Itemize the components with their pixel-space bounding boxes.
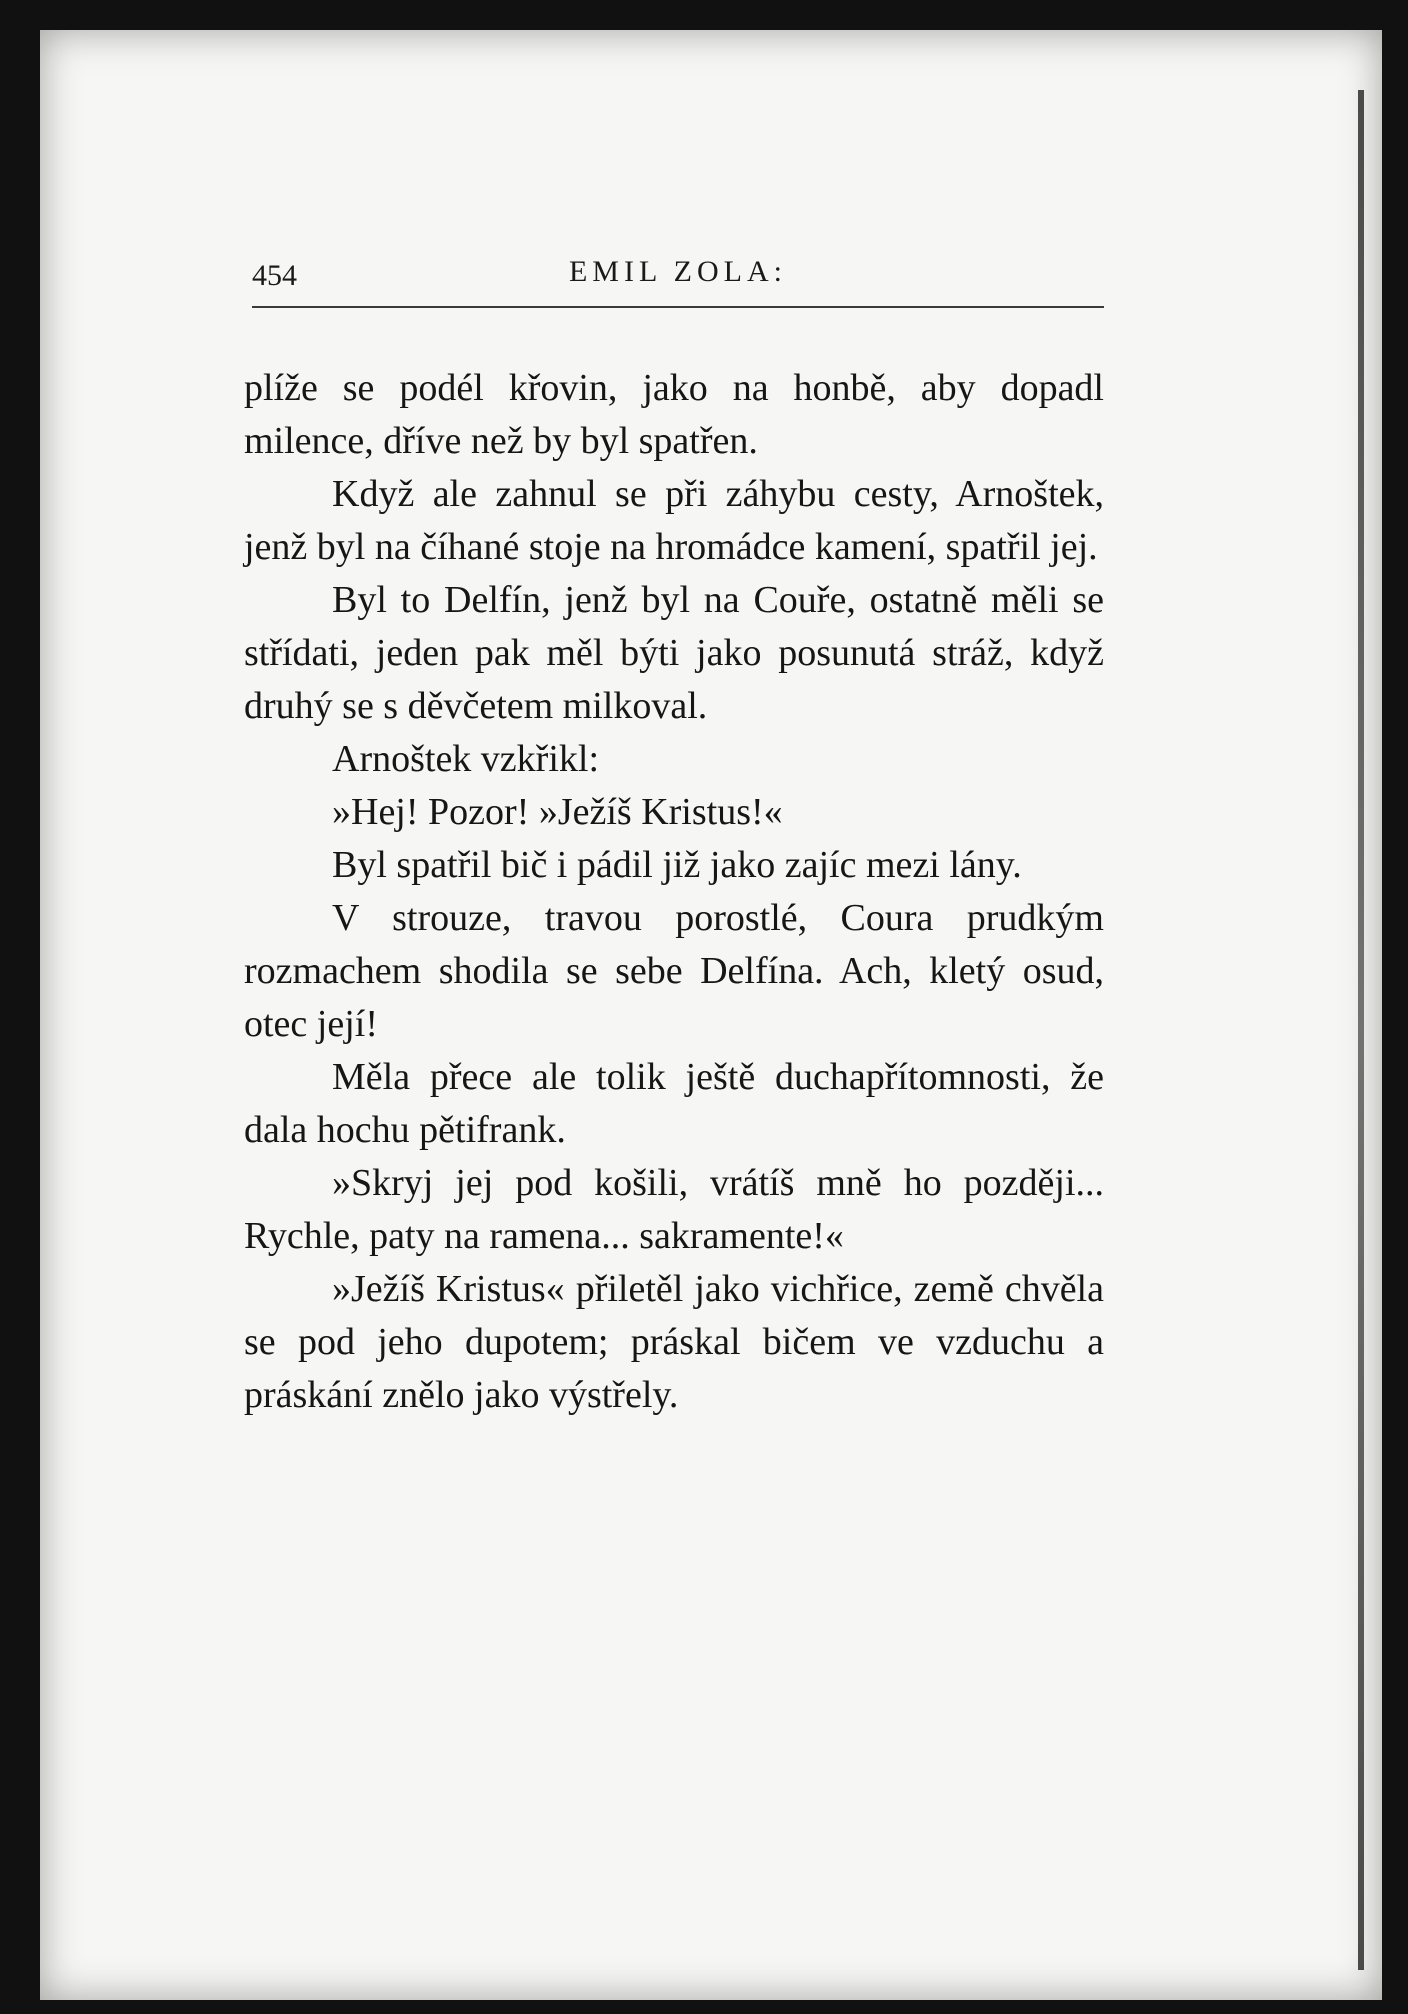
paragraph-4: Arnoštek vzkřikl: — [332, 738, 600, 780]
paragraph-5: »Hej! Pozor! »Ježíš Kristus!« — [332, 791, 783, 833]
paragraph-2: Když ale zahnul se při záhybu cesty, Arnoštek, jenž byl na číhané stoje na hromádce kamení, spatřil jej. — [244, 473, 1104, 568]
body-text — [244, 362, 1104, 1422]
paragraph-3: Byl to Delfín, jenž byl na Couře, ostatně měli se střídati, jeden pak měl býti jako posunutá stráž, když druhý se s děvčetem milkoval. — [244, 579, 1104, 727]
running-title: EMIL ZOLA: — [568, 255, 788, 288]
header-rule — [252, 306, 1104, 308]
page-number: 454 — [252, 259, 297, 292]
paragraph-10: »Ježíš Kristus« přiletěl jako vichřice, země chvěla se pod jeho dupotem; práskal bičem ve vzduchu a práskání znělo jako výstřely. — [244, 1268, 1104, 1416]
paragraph-8: Měla přece ale tolik ještě duchapřítomnosti, že dala hochu pětifrank. — [244, 1056, 1104, 1151]
paragraph-1: plíže se podél křovin, jako na honbě, aby dopadl milence, dříve než by byl spatřen. — [244, 367, 1104, 462]
page-spine-shadow — [1358, 90, 1364, 1970]
paragraph-9: »Skryj jej pod košili, vrátíš mně ho později... Rychle, paty na ramena... sakramente!« — [244, 1162, 1104, 1257]
paragraph-7: V strouze, travou porostlé, Coura prudkým rozmachem shodila se sebe Delfína. Ach, kletý osud, otec její! — [244, 897, 1104, 1045]
paragraph-6: Byl spatřil bič i pádil již jako zajíc mezi lány. — [332, 844, 1022, 886]
page-header — [252, 255, 1104, 305]
